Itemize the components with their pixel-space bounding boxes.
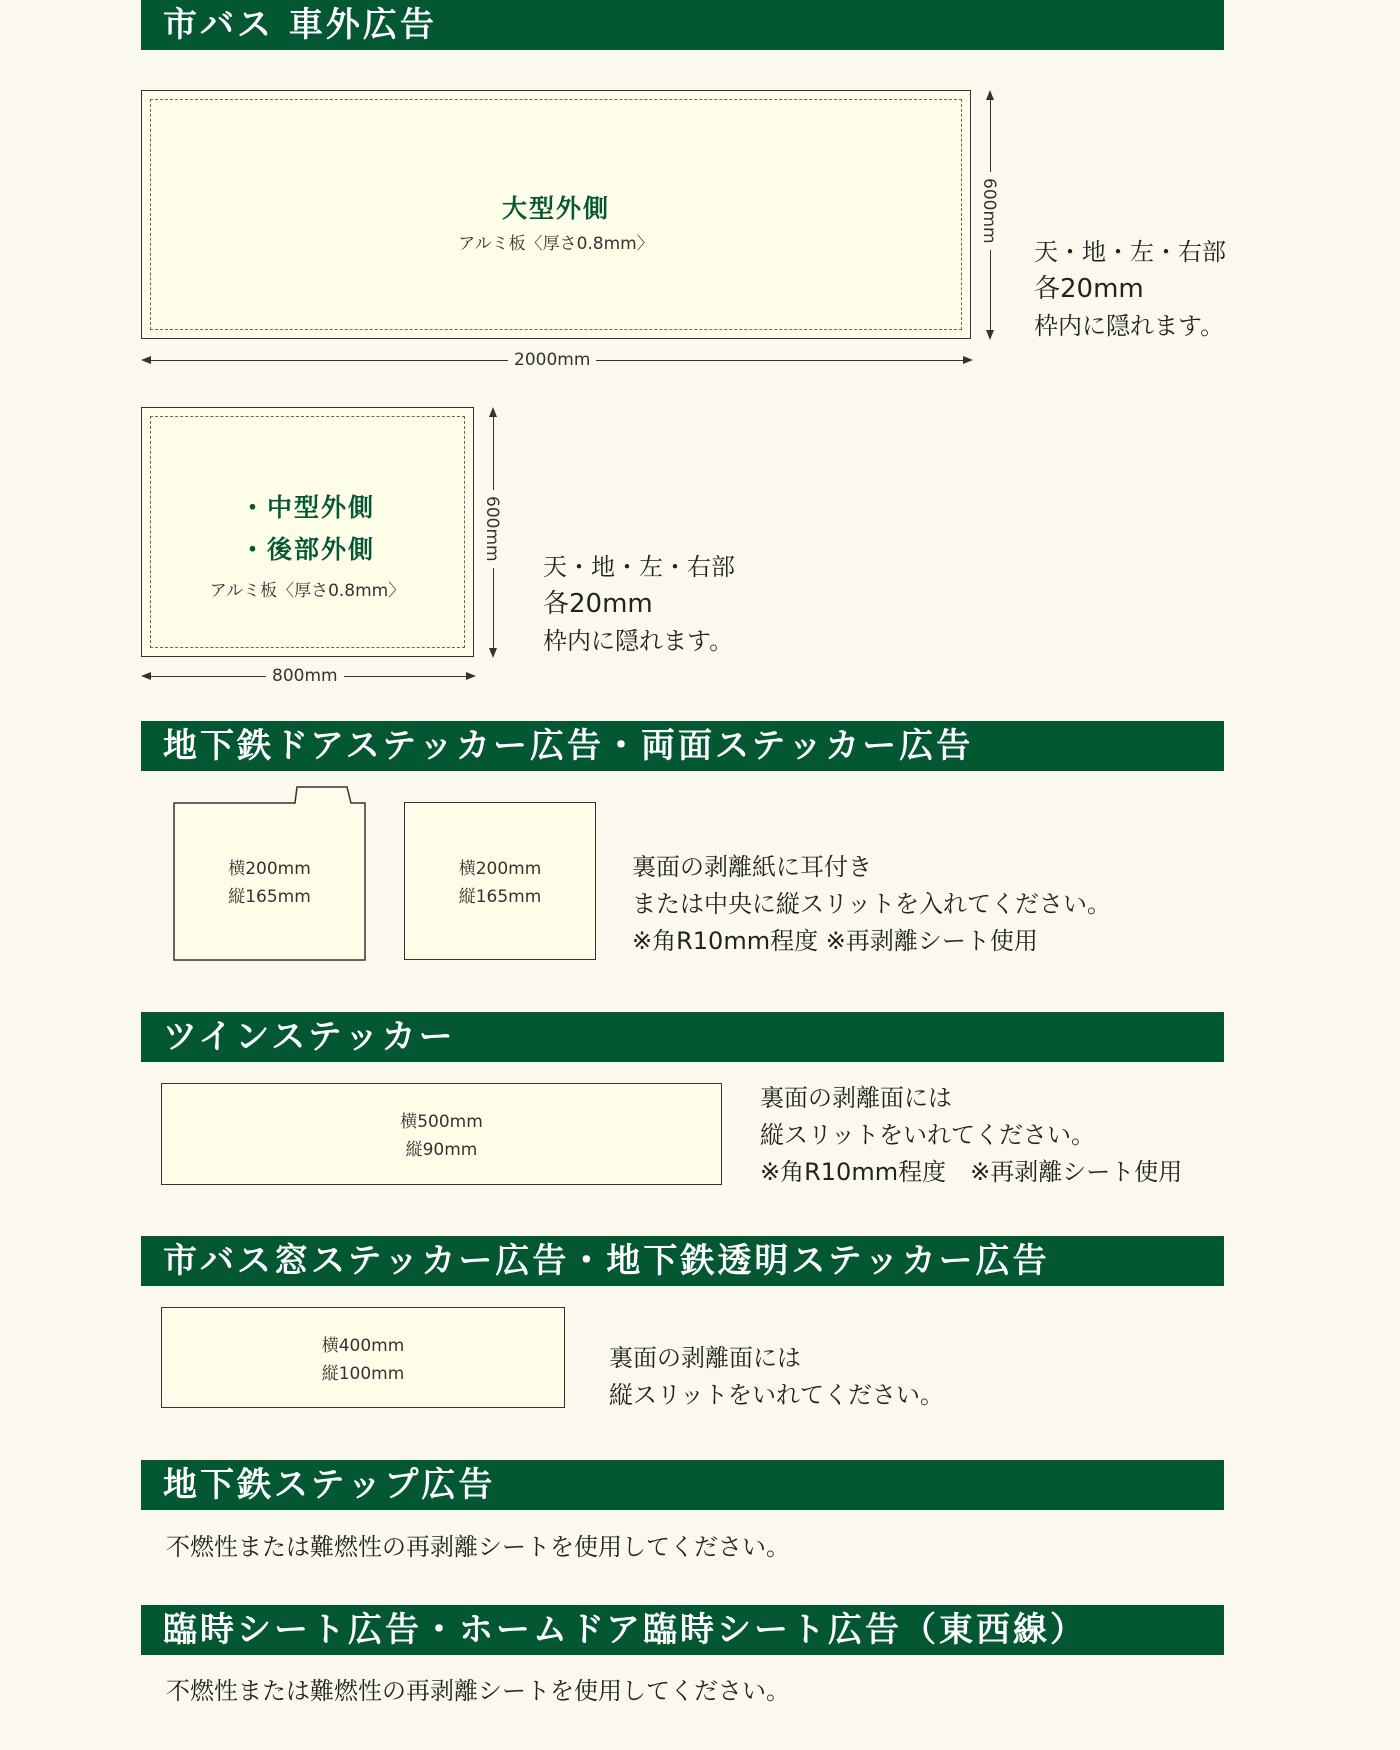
rear-panel-title: ・後部外側 xyxy=(239,535,375,564)
section-header-subway-step: 地下鉄ステップ広告 xyxy=(141,1460,1224,1510)
twin-sticker-size xyxy=(162,1108,721,1164)
twin-sticker-shape xyxy=(161,1083,722,1185)
note-line: 縦スリットをいれてください。 xyxy=(760,1121,1096,1149)
note-line: 裏面の剥離面には xyxy=(760,1084,952,1112)
arrow-down-icon xyxy=(487,646,499,658)
door-sticker-note xyxy=(632,849,1111,960)
medium-panel xyxy=(141,407,474,657)
window-sticker-note xyxy=(609,1340,944,1414)
sticker1-size xyxy=(173,855,366,911)
sticker-slit-shape xyxy=(404,802,596,960)
section-header-bus-window: 市バス窓ステッカー広告・地下鉄透明ステッカー広告 xyxy=(141,1236,1224,1286)
size-width: 横200mm xyxy=(228,859,311,879)
size-height: 縦90mm xyxy=(405,1140,478,1160)
note-line: ※角R10mm程度 ※再剥離シート使用 xyxy=(760,1158,1183,1186)
note-line: 天・地・左・右部 xyxy=(1034,238,1226,266)
medium-panel-width-label: 800mm xyxy=(266,666,344,686)
large-panel-material: アルミ板〈厚さ0.8mm〉 xyxy=(458,234,654,254)
note-line: ※角R10mm程度 ※再剥離シート使用 xyxy=(632,927,1038,955)
note-line: 枠内に隠れます。 xyxy=(543,627,734,655)
medium-panel-material: アルミ板〈厚さ0.8mm〉 xyxy=(209,581,406,601)
medium-panel-title: ・中型外側 xyxy=(239,493,375,522)
size-height: 縦165mm xyxy=(458,887,542,907)
size-width: 横200mm xyxy=(458,859,542,879)
arrow-up-icon xyxy=(984,90,996,102)
medium-panel-note xyxy=(543,549,735,660)
note-line: 縦スリットをいれてください。 xyxy=(609,1381,945,1409)
section-header-subway-door: 地下鉄ドアステッカー広告・両面ステッカー広告 xyxy=(141,721,1224,771)
arrow-right-icon xyxy=(464,670,476,682)
section-header-twin: ツインステッカー xyxy=(141,1012,1224,1062)
note-line: 各20mm xyxy=(543,589,653,619)
arrow-left-icon xyxy=(141,354,153,366)
section-header-temporary: 臨時シート広告・ホームドア臨時シート広告（東西線） xyxy=(141,1605,1224,1655)
temporary-note: 不燃性または難燃性の再剥離シートを使用してください。 xyxy=(166,1677,790,1705)
large-panel-width-label: 2000mm xyxy=(508,350,596,370)
note-line: 枠内に隠れます。 xyxy=(1034,312,1225,340)
size-width: 横500mm xyxy=(400,1112,483,1132)
note-line: 裏面の剥離面には xyxy=(609,1344,801,1372)
section-header-bus-exterior: 市バス 車外広告 xyxy=(141,0,1224,50)
large-panel-height-label: 600mm xyxy=(979,172,999,250)
size-height: 縦100mm xyxy=(321,1364,405,1384)
step-note: 不燃性または難燃性の再剥離シートを使用してください。 xyxy=(166,1533,790,1561)
arrow-left-icon xyxy=(141,670,153,682)
note-line: 裏面の剥離紙に耳付き xyxy=(632,853,872,881)
note-line: または中央に縦スリットを入れてください。 xyxy=(632,890,1112,918)
medium-panel-height-label: 600mm xyxy=(482,490,502,568)
large-panel xyxy=(141,90,971,339)
window-sticker-shape xyxy=(161,1307,565,1408)
twin-sticker-note xyxy=(760,1080,1182,1191)
size-height: 縦165mm xyxy=(228,887,311,907)
arrow-right-icon xyxy=(961,354,973,366)
window-sticker-size xyxy=(162,1332,564,1388)
large-panel-note xyxy=(1034,234,1226,345)
arrow-down-icon xyxy=(984,328,996,340)
sticker2-size xyxy=(405,855,595,911)
size-width: 横400mm xyxy=(321,1336,405,1356)
large-panel-title: 大型外側 xyxy=(501,194,610,223)
arrow-up-icon xyxy=(487,407,499,419)
note-line: 各20mm xyxy=(1034,274,1144,304)
note-line: 天・地・左・右部 xyxy=(543,553,735,581)
